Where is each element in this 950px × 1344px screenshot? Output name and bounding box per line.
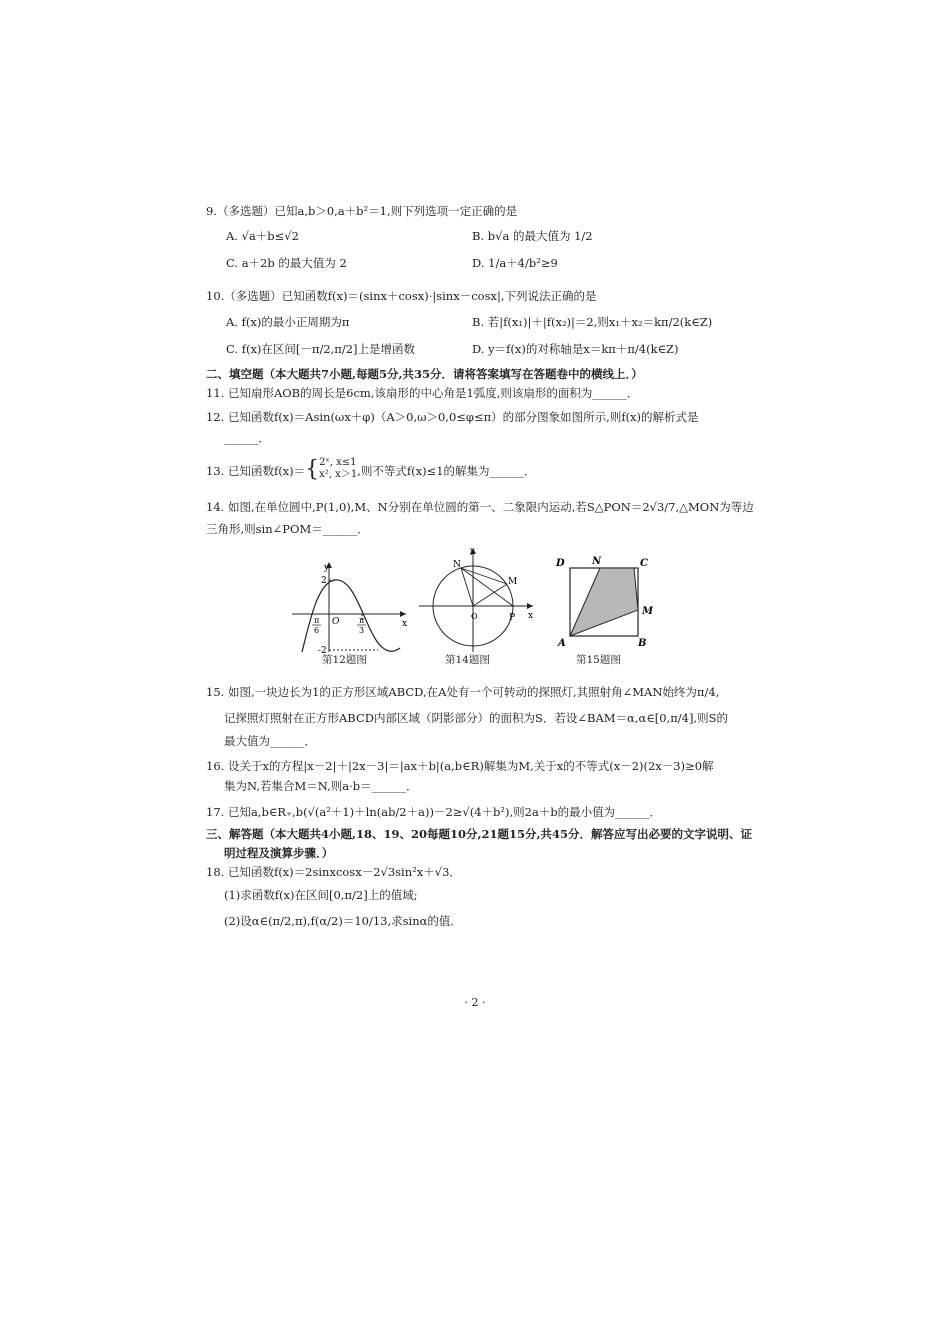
q11: 11. 已知扇形AOB的周长是6cm,该扇形的中心角是1弧度,则该扇形的面积为______．	[206, 386, 639, 400]
fig12-caption: 第12题图	[322, 654, 367, 666]
fig14-segment-on	[461, 568, 473, 606]
fig14-y-label: y	[470, 546, 475, 555]
q15-line2: 记探照灯照射在正方形ABCD内部区域（阴影部分）的面积为S．若设∠BAM＝α,α∈[0,π/4],则S的	[224, 711, 728, 725]
q13-case1: 2ˣ, x≤1	[319, 457, 357, 468]
q14-line1: 14. 如图,在单位圆中,P(1,0),M、N分别在单位圆的第一、二象限内运动,若S△PON＝2√3/7,△MON为等边	[206, 500, 754, 514]
q9-option-a: A. √a＋b≤√2	[226, 229, 299, 243]
fig14-origin: O	[471, 612, 478, 621]
fig14-point-p: P	[509, 613, 516, 623]
fig12-x-label: x	[402, 619, 408, 629]
fig14-segment-om	[473, 584, 507, 606]
figure-12-graph	[288, 560, 410, 656]
fig14-x-arrow	[527, 603, 533, 609]
q17: 17. 已知a,b∈R₊,b(√(a²＋1)＋ln(ab/2＋a))－2≥√(4＋b²),则2a＋b的最小值为______．	[206, 805, 662, 819]
fig15-label-b: B	[638, 638, 647, 649]
q14-line2: 三角形,则sin∠POM＝______．	[206, 522, 369, 536]
q9-option-d: D. 1/a＋4/b²≥9	[472, 256, 558, 270]
q9-option-b: B. b√a 的最大值为 1/2	[472, 229, 593, 243]
q10-stem: 10.（多选题）已知函数f(x)＝(sinx＋cosx)·|sinx－cosx|,下列说法正确的是	[206, 289, 597, 303]
q15-line3: 最大值为______．	[224, 734, 316, 748]
q9-option-c: C. a＋2b 的最大值为 2	[226, 256, 347, 270]
fig12-y-label: y	[324, 563, 330, 573]
q18-stem: 18. 已知函数f(x)＝2sinxcosx－2√3sin²x＋√3．	[206, 865, 461, 879]
figure-15-square	[552, 552, 662, 650]
fig12-x-arrow	[400, 611, 406, 617]
fig12-origin: O	[332, 617, 340, 627]
fig12-y-min: -2	[318, 646, 327, 656]
q12-line1: 12. 已知函数f(x)＝Asin(ωx＋φ)（A＞0,ω＞0,0≤φ≤π）的部分图象如图所示,则f(x)的解析式是	[206, 410, 699, 424]
fig12-tick-left-den: 6	[314, 626, 320, 635]
fig14-point-n: N	[453, 560, 461, 570]
fig12-tick-left-num: π	[314, 616, 320, 625]
fig15-label-m: M	[642, 606, 654, 617]
q18-part2: (2)设α∈(π/2,π),f(α/2)＝10/13,求sinα的值．	[224, 914, 462, 928]
q10-option-a: A. f(x)的最小正周期为π	[226, 315, 350, 329]
q9-stem: 9.（多选题）已知a,b＞0,a＋b²＝1,则下列选项一定正确的是	[206, 204, 518, 218]
fig12-y-max: 2	[321, 576, 327, 586]
q10-option-d: D. y＝f(x)的对称轴是x＝kπ＋π/4(k∈Z)	[472, 342, 679, 356]
fig15-label-n: N	[592, 556, 602, 567]
fig15-caption: 第15题图	[576, 654, 621, 666]
q10-option-b: B. 若|f(x₁)|＋|f(x₂)|＝2,则x₁＋x₂＝kπ/2(k∈Z)	[472, 315, 713, 329]
q16-line1: 16. 设关于x的方程|x－2|＋|2x－3|＝|ax＋b|(a,b∈R)解集为M,关于x的不等式(x－2)(2x－3)≥0解	[206, 759, 714, 773]
section-solve-heading-line1: 三、解答题（本大题共4小题,18、19、20每题10分,21题15分,共45分．解答应写出必要的文字说明、证	[206, 827, 753, 841]
fig15-shaded-region	[570, 568, 638, 636]
fig14-x-label: x	[528, 611, 534, 621]
q10-option-c: C. f(x)在区间[－π/2,π/2]上是增函数	[226, 342, 416, 356]
figure-14-unit-circle	[415, 544, 537, 654]
section-solve-heading-line2: 明过程及演算步骤．）	[224, 846, 334, 860]
fig12-tick-right-num: π	[359, 616, 365, 625]
q13-post: ,则不等式f(x)≤1的解集为______．	[357, 464, 536, 478]
page-number: · 2 ·	[464, 996, 486, 1009]
fig12-tick-right-den: 3	[359, 626, 365, 635]
q13-brace: {	[305, 457, 320, 482]
q16-line2: 集为N,若集合M＝N,则a·b＝______．	[224, 779, 418, 793]
q12-line2: ______．	[224, 431, 270, 445]
fig14-point-m: M	[508, 577, 518, 587]
section-fill-in-heading: 二、填空题（本大题共7小题,每题5分,共35分．请将答案填写在答题卷中的横线上．）	[206, 367, 643, 381]
q18-part1: (1)求函数f(x)在区间[0,π/2]上的值域;	[224, 888, 418, 902]
fig14-caption: 第14题图	[445, 654, 490, 666]
q13-pre: 13. 已知函数f(x)＝	[206, 464, 306, 478]
q15-line1: 15. 如图,一块边长为1的正方形区域ABCD,在A处有一个可转动的探照灯,其照射角∠MAN始终为π/4,	[206, 685, 720, 699]
fig15-label-a: A	[558, 638, 566, 649]
q13	[206, 457, 536, 484]
fig14-segment-np	[461, 568, 513, 606]
fig15-label-d: D	[556, 558, 565, 569]
fig15-label-c: C	[640, 558, 648, 569]
q13-case2: x², x＞1	[319, 469, 358, 480]
